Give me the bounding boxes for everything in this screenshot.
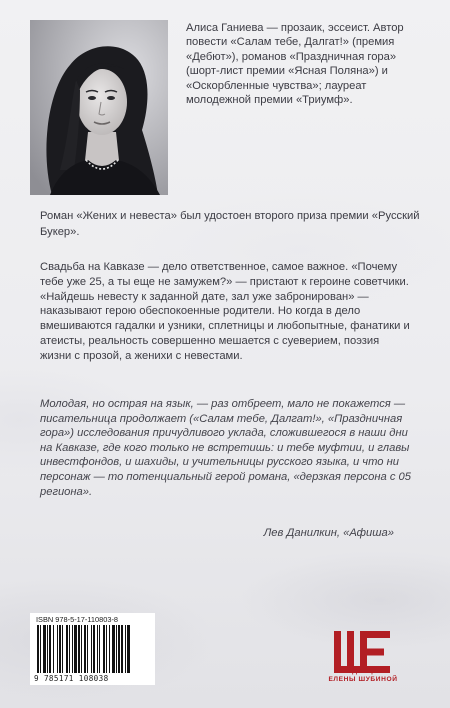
publisher-line-2: ЕЛЕНЫ ШУБИНОЙ — [328, 676, 398, 683]
publisher-line-1: РЕДАКЦИЯ — [342, 668, 384, 675]
quote-attribution: Лев Данилкин, «Афиша» — [263, 527, 394, 539]
award-paragraph: Роман «Жених и невеста» был удостоен второго приза премии «Русский Букер». — [40, 210, 420, 238]
isbn-text: ISBN 978-5-17-110803-8 — [36, 615, 119, 624]
author-portrait-image — [30, 20, 168, 195]
barcode-icon — [35, 625, 150, 673]
author-bio: Алиса Ганиева — прозаик, эссеист. Автор повести «Салам тебе, Далгат!» (премия «Дебют»), романов «Праздничная гора» (шорт-лист премии «Ясная Поляна») и «Оскорбленные чувства»; лауреат молодежной премии «Триумф». — [186, 22, 404, 107]
review-quote: Молодая, но острая на язык, — раз отбреет, мало не покажется — писательница продолжает («Салам тебе, Далгат!», «Праздничная гора») исследования причудливого уклада, сложившегося в наши дни на Кавказе, где кого только не встретишь: и тебе муфтии, и главы инвестфондов, и шахиды, и учительницы русского языка, и что ни персонаж — то потенциальный герой романа, «дерзкая персона с 05 региона». — [40, 398, 412, 498]
barcode-digits: 9 785171 108038 — [34, 674, 109, 683]
summary-paragraph: Свадьба на Кавказе — дело ответственное, самое важное. «Почему тебе уже 25, а ты еще не замужем?» — пристают к героине советчики. «Найдешь невесту к заданной дате, зал уже забронирован» — наказывают герою обеспокоенные родители. Но когда в дело вмешиваются гадалки и узники, сплетницы и любопытные, фанатики и атеисты, реальность совершенно мешается с суеверием, поэзия жизни с прозой, а женихи с невестами. — [40, 261, 410, 362]
barcode-block — [30, 613, 155, 685]
publisher-name — [304, 668, 422, 684]
author-photo — [30, 20, 168, 195]
